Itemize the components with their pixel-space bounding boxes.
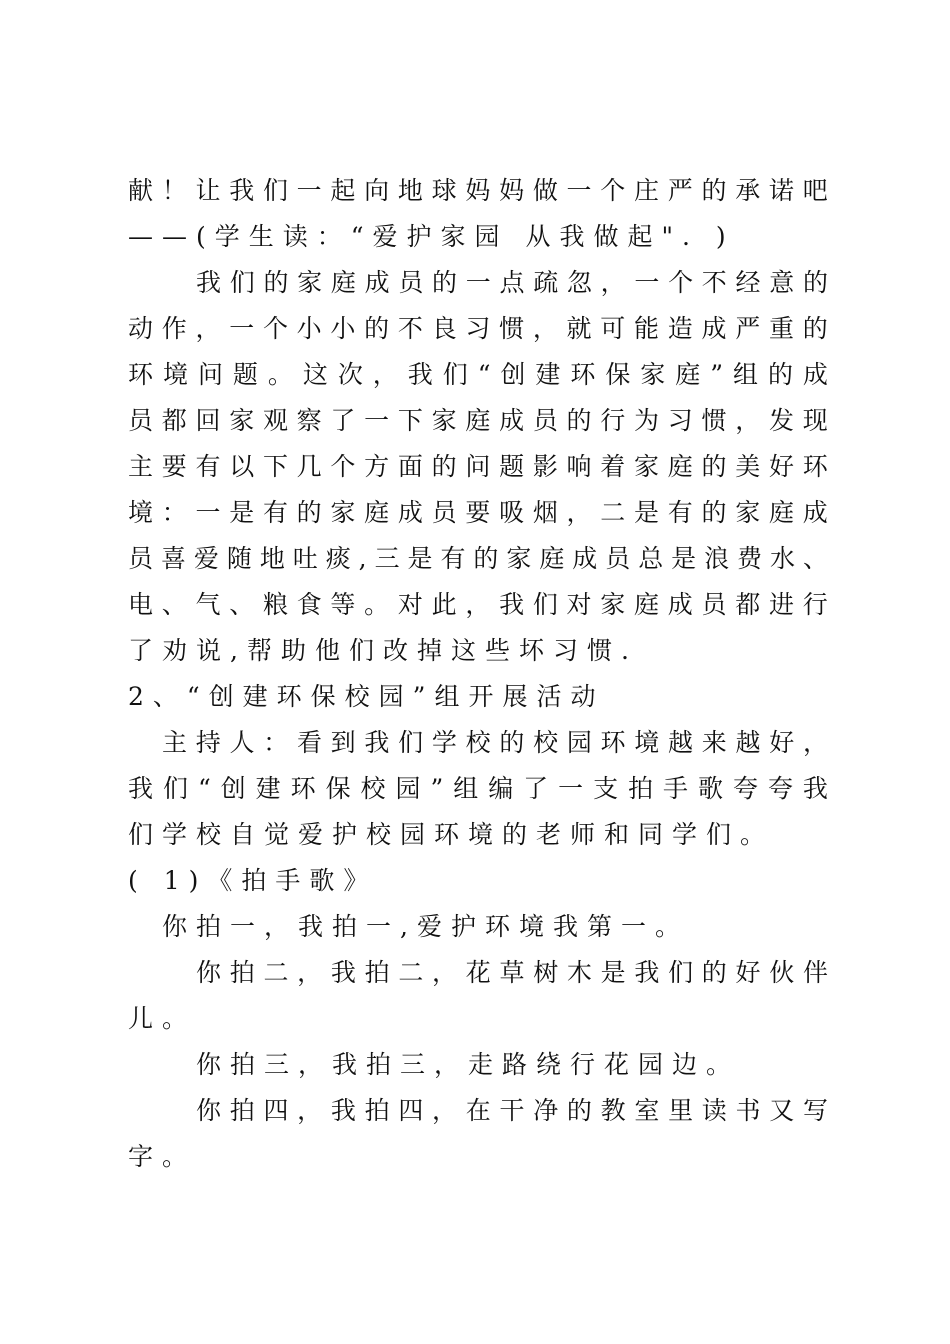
text-line: ——(学生读：“爱护家园 从我做起". ) — [128, 222, 735, 251]
song-line: 你 拍 二 ， 我 拍 二 ， 花 草 树 木 是 我 们 的 好 伙 伴 — [196, 958, 828, 987]
text-line: 了劝说,帮助他们改掉这些坏习惯. — [128, 636, 638, 665]
text-line: 主 持 人 ： 看 到 我 们 学 校 的 校 园 环 境 越 来 越 好 ， — [162, 728, 828, 757]
text-line: 员 喜 爱 随 地 吐 痰 , 三 是 有 的 家 庭 成 员 总 是 浪 费 水 、 — [128, 544, 828, 573]
song-title: ( 1)《拍手歌》 — [128, 866, 378, 895]
text-line: 主 要 有 以 下 几 个 方 面 的 问 题 影 响 着 家 庭 的 美 好 环 — [128, 452, 828, 481]
text-line: 献 ！ 让 我 们 一 起 向 地 球 妈 妈 做 一 个 庄 严 的 承 诺 吧 — [128, 176, 828, 205]
song-line: 你拍一，我拍一,爱护环境我第一。 — [162, 912, 689, 941]
text-line: 们学校自觉爱护校园环境的老师和同学们。 — [128, 820, 775, 849]
text-line: 我 们 “ 创 建 环 保 校 园 ” 组 编 了 一 支 拍 手 歌 夸 夸 我 — [128, 774, 828, 803]
song-line: 字。 — [128, 1142, 197, 1171]
song-line: 你拍三，我拍三，走路绕行花园边。 — [196, 1050, 741, 1079]
text-line: 我 们 的 家 庭 成 员 的 一 点 疏 忽 ， 一 个 不 经 意 的 — [196, 268, 828, 297]
song-line: 你 拍 四 ， 我 拍 四 ， 在 干 净 的 教 室 里 读 书 又 写 — [196, 1096, 828, 1125]
text-line: 动 作 ， 一 个 小 小 的 不 良 习 惯 ， 就 可 能 造 成 严 重 的 — [128, 314, 828, 343]
text-line: 员 都 回 家 观 察 了 一 下 家 庭 成 员 的 行 为 习 惯 ， 发 现 — [128, 406, 828, 435]
song-line: 儿。 — [128, 1004, 197, 1033]
text-line: 环 境 问 题 。 这 次 ， 我 们 “ 创 建 环 保 家 庭 ” 组 的 成 — [128, 360, 828, 389]
section-heading: 2、“创建环保校园”组开展活动 — [128, 682, 605, 711]
text-line: 电 、 气 、 粮 食 等 。 对 此 ， 我 们 对 家 庭 成 员 都 进 行 — [128, 590, 828, 619]
text-line: 境 ： 一 是 有 的 家 庭 成 员 要 吸 烟 ， 二 是 有 的 家 庭 成 — [128, 498, 828, 527]
